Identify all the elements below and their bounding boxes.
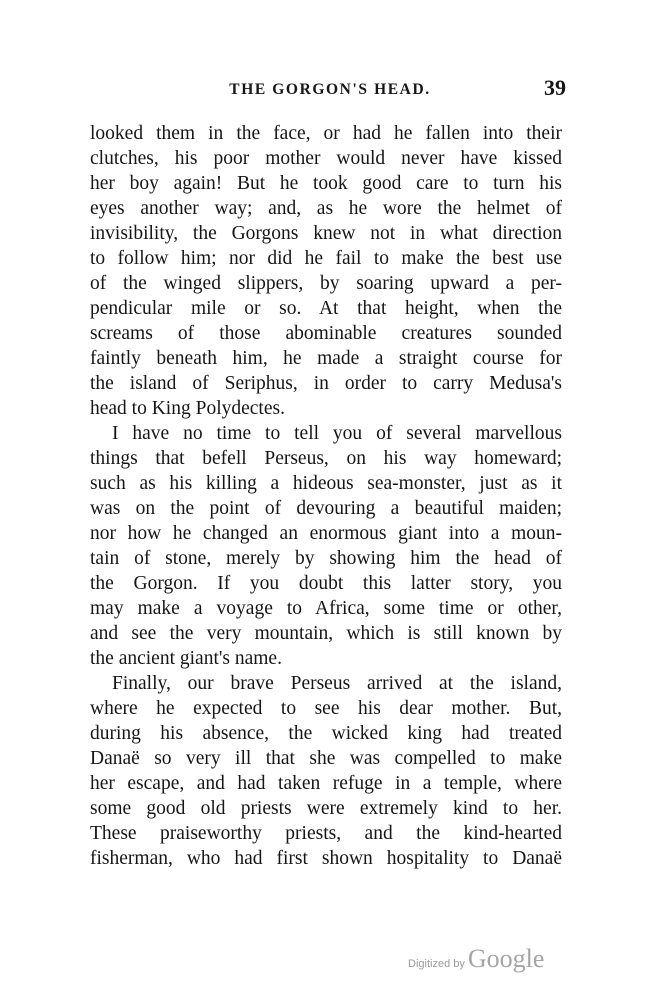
text-line: Danaë so very ill that she was compelled to make bbox=[90, 748, 562, 769]
text-line: invisibility, the Gorgons knew not in what direction bbox=[90, 223, 562, 244]
text-line: things that befell Perseus, on his way homeward; bbox=[90, 448, 562, 469]
google-logo: Google bbox=[467, 944, 545, 973]
paragraph-3 bbox=[90, 671, 562, 871]
text-line: of the winged slippers, by soaring upward a per- bbox=[90, 273, 562, 294]
text-line: her boy again! But he took good care to turn his bbox=[90, 173, 562, 194]
text-line: pendicular mile or so. At that height, when the bbox=[90, 298, 562, 319]
text-line: her escape, and had taken refuge in a temple, where bbox=[90, 773, 562, 794]
text-line: some good old priests were extremely kind to her. bbox=[90, 798, 562, 819]
text-line: tain of stone, merely by showing him the head of bbox=[90, 548, 562, 569]
text-line: fisherman, who had first shown hospitality to Danaë bbox=[90, 848, 562, 869]
text-line: Finally, our brave Perseus arrived at the island, bbox=[112, 673, 562, 694]
body-text bbox=[90, 121, 562, 871]
digitized-watermark bbox=[408, 944, 544, 984]
text-line: to follow him; nor did he fail to make the best use bbox=[90, 248, 562, 269]
text-line: faintly beneath him, he made a straight course for bbox=[90, 348, 562, 369]
text-line: nor how he changed an enormous giant into a moun- bbox=[90, 523, 562, 544]
text-line: eyes another way; and, as he wore the helmet of bbox=[90, 198, 562, 219]
running-title: THE GORGON'S HEAD. bbox=[229, 81, 431, 98]
text-line: head to King Polydectes. bbox=[90, 398, 285, 419]
watermark-prefix: Digitized by bbox=[408, 958, 465, 970]
page-header bbox=[90, 75, 570, 105]
text-line: clutches, his poor mother would never have kissed bbox=[90, 148, 562, 169]
text-line: These praiseworthy priests, and the kind-hearted bbox=[90, 823, 562, 844]
text-line: the Gorgon. If you doubt this latter story, you bbox=[90, 573, 562, 594]
paragraph-1 bbox=[90, 121, 562, 421]
text-line: may make a voyage to Africa, some time or other, bbox=[90, 598, 562, 619]
text-line: was on the point of devouring a beautiful maiden; bbox=[90, 498, 562, 519]
text-line: and see the very mountain, which is still known by bbox=[90, 623, 562, 644]
text-line: the island of Seriphus, in order to carry Medusa's bbox=[90, 373, 562, 394]
text-line: where he expected to see his dear mother. But, bbox=[90, 698, 562, 719]
page-number: 39 bbox=[544, 75, 566, 100]
text-line: I have no time to tell you of several marvellous bbox=[112, 423, 562, 444]
text-line: the ancient giant's name. bbox=[90, 648, 282, 669]
text-line: such as his killing a hideous sea-monster, just as it bbox=[90, 473, 562, 494]
text-line: looked them in the face, or had he fallen into their bbox=[90, 123, 562, 144]
text-line: during his absence, the wicked king had treated bbox=[90, 723, 562, 744]
paragraph-2 bbox=[90, 421, 562, 671]
text-line: screams of those abominable creatures sounded bbox=[90, 323, 562, 344]
